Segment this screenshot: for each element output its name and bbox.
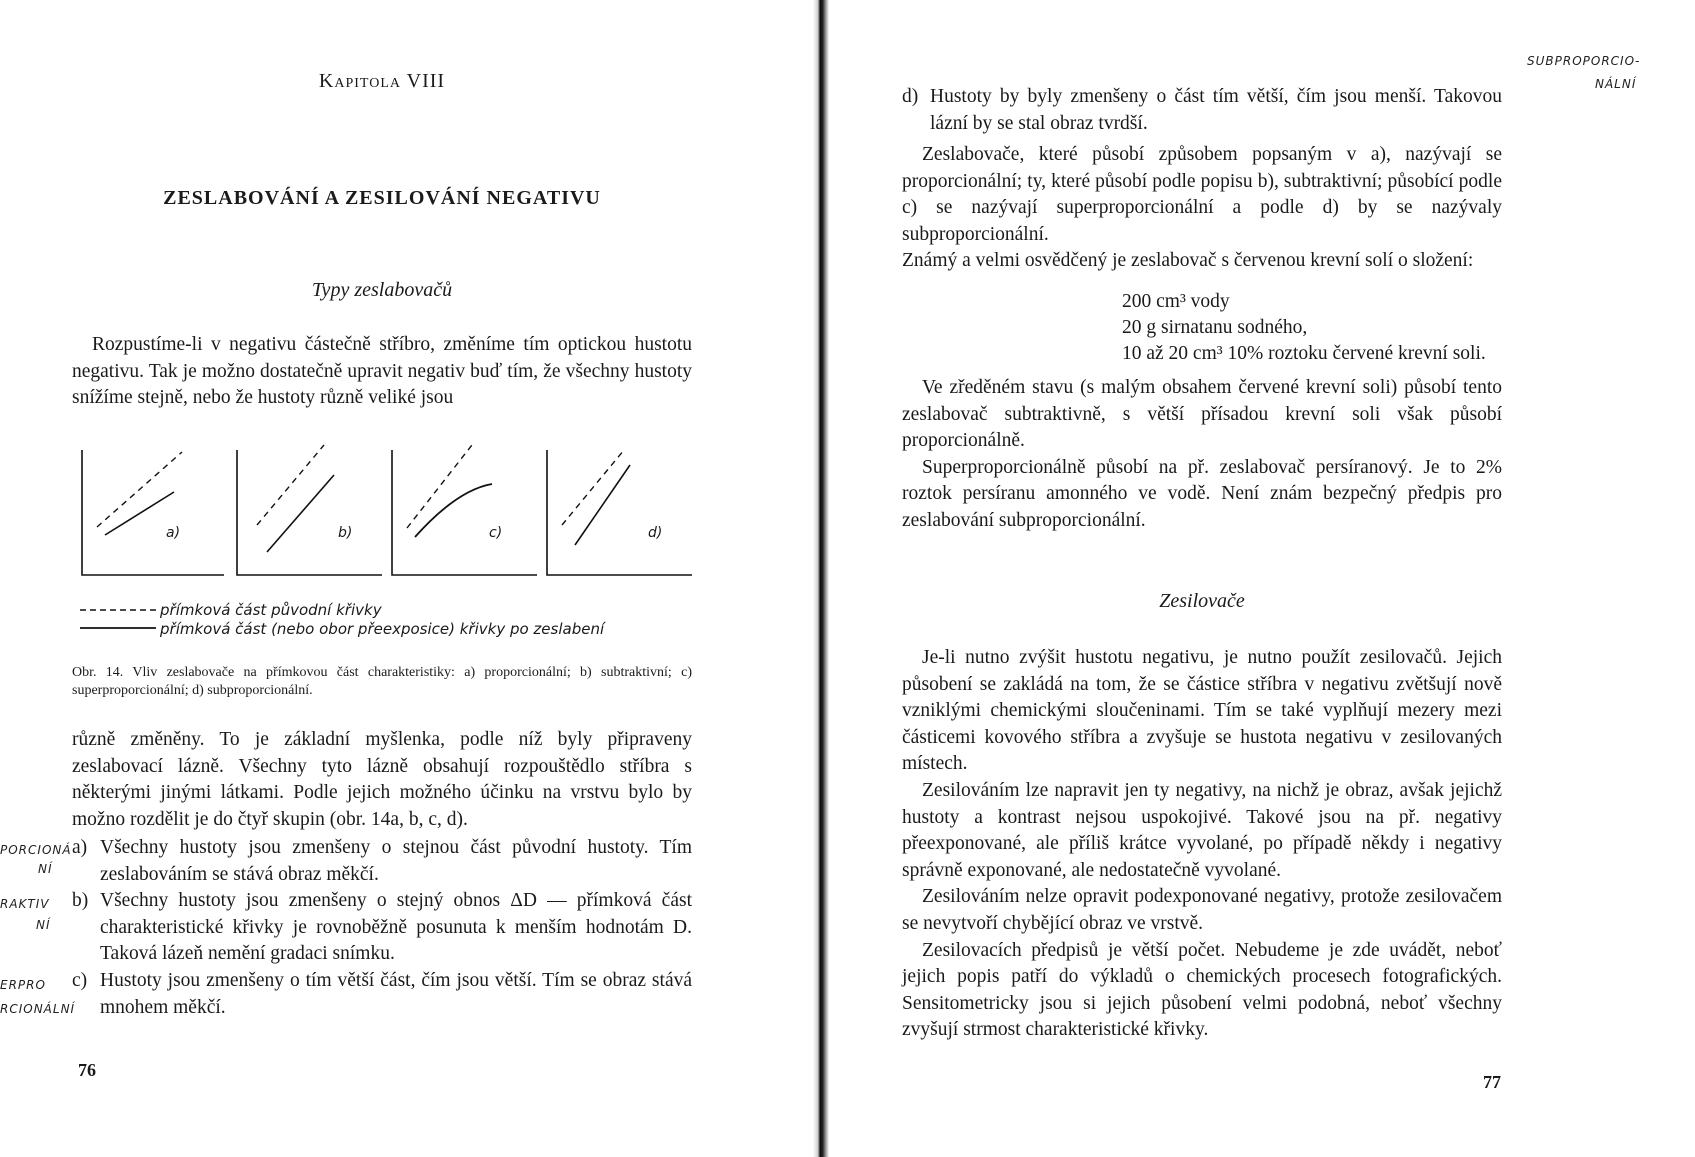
item-text: Všechny hustoty jsou zmenšeny o stejnou část původní hustoty. Tím zeslabováním se stává obraz měkčí. [100, 837, 692, 885]
left-page [0, 0, 810, 1157]
book-spine [813, 0, 829, 1157]
item-label: a) [72, 837, 88, 858]
page-number-left: 76 [78, 1060, 96, 1080]
panel-c-original-line [407, 445, 472, 528]
panel-label-b: b) [338, 525, 353, 541]
panel-b-axes [237, 450, 382, 575]
figure-caption: Obr. 14. Vliv zeslabovače na přímkovou část charakteristiky: a) proporcionální; b) subtraktivní; c) superproporcionální; d) subproporcionální. [72, 665, 692, 698]
item-text: Hustoty by byly zmenšeny o část tím větší, čím jsou menší. Takovou lázní by se stal obraz tvrdší. [930, 86, 1502, 134]
paragraph-underexposed: Zesilováním nelze opravit podexponované negativy, protože zesilovačem se nevytvoří chybějící obraz ve vrstvě. [902, 886, 1502, 934]
paragraph-superproportional: Superproporcionálně působí na př. zeslabovač persíranový. Je to 2% roztok persíranu amonného ve vodě. Není znám bezpečný předpis pro zeslabování subproporcionální. [902, 456, 1502, 531]
panel-a-reduced-line [105, 492, 174, 535]
panel-b-original-line [257, 445, 324, 525]
paragraph-known-reducer: Známý a velmi osvědčený je zeslabovač s červenou krevní solí o složení: [902, 250, 1474, 272]
panel-a-original-line [97, 452, 182, 527]
item-label: b) [72, 890, 89, 912]
right-text-block-3 [902, 645, 1502, 1044]
paragraph-recipes: Zesilovacích předpisů je větší počet. Nebudeme je zde uvádět, neboť jejich popis patří do výkladů o chemických procesech fotografických. Sensitometricky jsou si jejich působení velmi podobná, neboť všechny zvyšují strmost charakteristické křivky. [902, 939, 1502, 1041]
continued-text: různě změněny. To je základní myšlenka, podle níž byly připraveny zeslabovací lázně. Všechny tyto lázně obsahují rozpouštědlo stříbra s některými jinými látkami. Podle jejich možného účinku na vrstvu bylo by možno rozdělit je do čtyř skupin (obr. 14a, b, c, d). [72, 729, 692, 830]
section-subtitle-intensifiers: Zesilovače [1159, 590, 1245, 612]
panel-b-reduced-line [267, 475, 334, 552]
item-text: Hustoty jsou zmenšeny o tím větší část, čím jsou větší. Tím se obraz stává mnohem měkčí. [100, 969, 692, 1018]
recipe-line: 10 až 20 cm³ 10% roztoku červené krevní soli. [1122, 343, 1486, 364]
paragraph-intensify: Je-li nutno zvýšit hustotu negativu, je nutno použít zesilovačů. Jejich působení se zakládá na tom, že se částice stříbra v negativu zvětšují nově vzniklými chemickými sloučeninami. Tím se také vyplňují mezery mezi částicemi kovového stříbra a zvyšuje se hustota negativu v zesilovaných místech. [902, 647, 1502, 775]
figure-14-graphs [72, 440, 702, 590]
intro-paragraph [72, 332, 692, 412]
panel-label-c: c) [489, 525, 503, 541]
panel-c-axes [392, 450, 537, 575]
item-label: c) [72, 969, 88, 991]
margin-note-porcionalni: RCIONÁLNÍ [0, 1002, 76, 1016]
margin-note-subproporcio: SUBPROPORCIO- [1527, 54, 1641, 68]
margin-note-superpro: ERPRO [0, 978, 46, 992]
panel-label-d: d) [648, 525, 663, 541]
margin-note-proporcionalni: PORCIONÁ [0, 843, 72, 857]
list-item-d [902, 84, 1502, 137]
margin-note-ni-2: NÍ [36, 918, 51, 932]
legend-swatches [80, 604, 160, 634]
paragraph-types: Zeslabovače, které působí způsobem popsaným v a), nazývají se proporcionální; ty, které působí podle popisu b), subtraktivní; působící podle c) se nazývají superproporcionální a podle d) by se nazývaly subproporcionální. [902, 144, 1502, 245]
recipe-list [1122, 289, 1486, 367]
margin-note-nalni: NÁLNÍ [1595, 77, 1637, 91]
right-page [830, 0, 1695, 1157]
continued-paragraph [72, 727, 692, 833]
page-number-right: 77 [1483, 1072, 1501, 1092]
chapter-title: ZESLABOVÁNÍ A ZESILOVÁNÍ NEGATIVU [163, 187, 601, 209]
item-text: Všechny hustoty jsou zmenšeny o stejný obnos ΔD — přímková část charakteristické křivky je rovnoběžně posunuta k menším hodnotám D. Taková lázeň nemění gradaci snímku. [100, 890, 692, 965]
section-subtitle: Typy zeslabovačů [311, 279, 453, 301]
chapter-heading: Kapitola VIII [318, 70, 446, 92]
list-item-a [72, 835, 692, 888]
recipe-line: 200 cm³ vody [1122, 291, 1230, 312]
item-list [72, 835, 692, 1021]
panel-a-axes [82, 450, 224, 575]
paragraph-diluted: Ve zředěném stavu (s malým obsahem červené krevní soli) působí tento zeslabovač subtraktivně, s větší přísadou krevní soli však působí proporcionálně. [902, 377, 1502, 452]
item-label: d) [902, 86, 919, 107]
panel-c-reduced-curve [415, 484, 492, 537]
margin-note-subtraktivni: RAKTIV [0, 897, 50, 911]
right-text-block-1 [902, 142, 1502, 275]
paragraph-correct: Zesilováním lze napravit jen ty negativy, na nichž je obraz, avšak jejichž hustoty a kontrast nejsou uspokojivé. Takové jsou na př. negativy přeexponované, ale příliš krátce vyvolané, po případě někdy i negativy správně exponované, ale nedostatečně vyvolané. [902, 779, 1502, 881]
legend-solid-label: přímková část (nebo obor přeexposice) křivky po zeslabení [160, 620, 605, 638]
panel-d-reduced-line [575, 465, 630, 545]
panel-d-axes [547, 450, 692, 575]
intro-text: Rozpustíme-li v negativu částečně stříbro, změníme tím optickou hustotu negativu. Tak je možno dostatečně upravit negativ buď tím, že všechny hustoty snížíme stejně, nebo že hustoty různě veliké jsou [72, 334, 692, 409]
right-text-block-2 [902, 375, 1502, 535]
margin-note-ni-1: NÍ [38, 862, 53, 876]
item-d [902, 84, 1502, 137]
panel-label-a: a) [166, 525, 181, 541]
legend-dashed-label: přímková část původní křivky [160, 601, 382, 619]
list-item-c [72, 968, 692, 1021]
recipe-line: 20 g sirnatanu sodného, [1122, 317, 1308, 338]
list-item-b [72, 888, 692, 968]
